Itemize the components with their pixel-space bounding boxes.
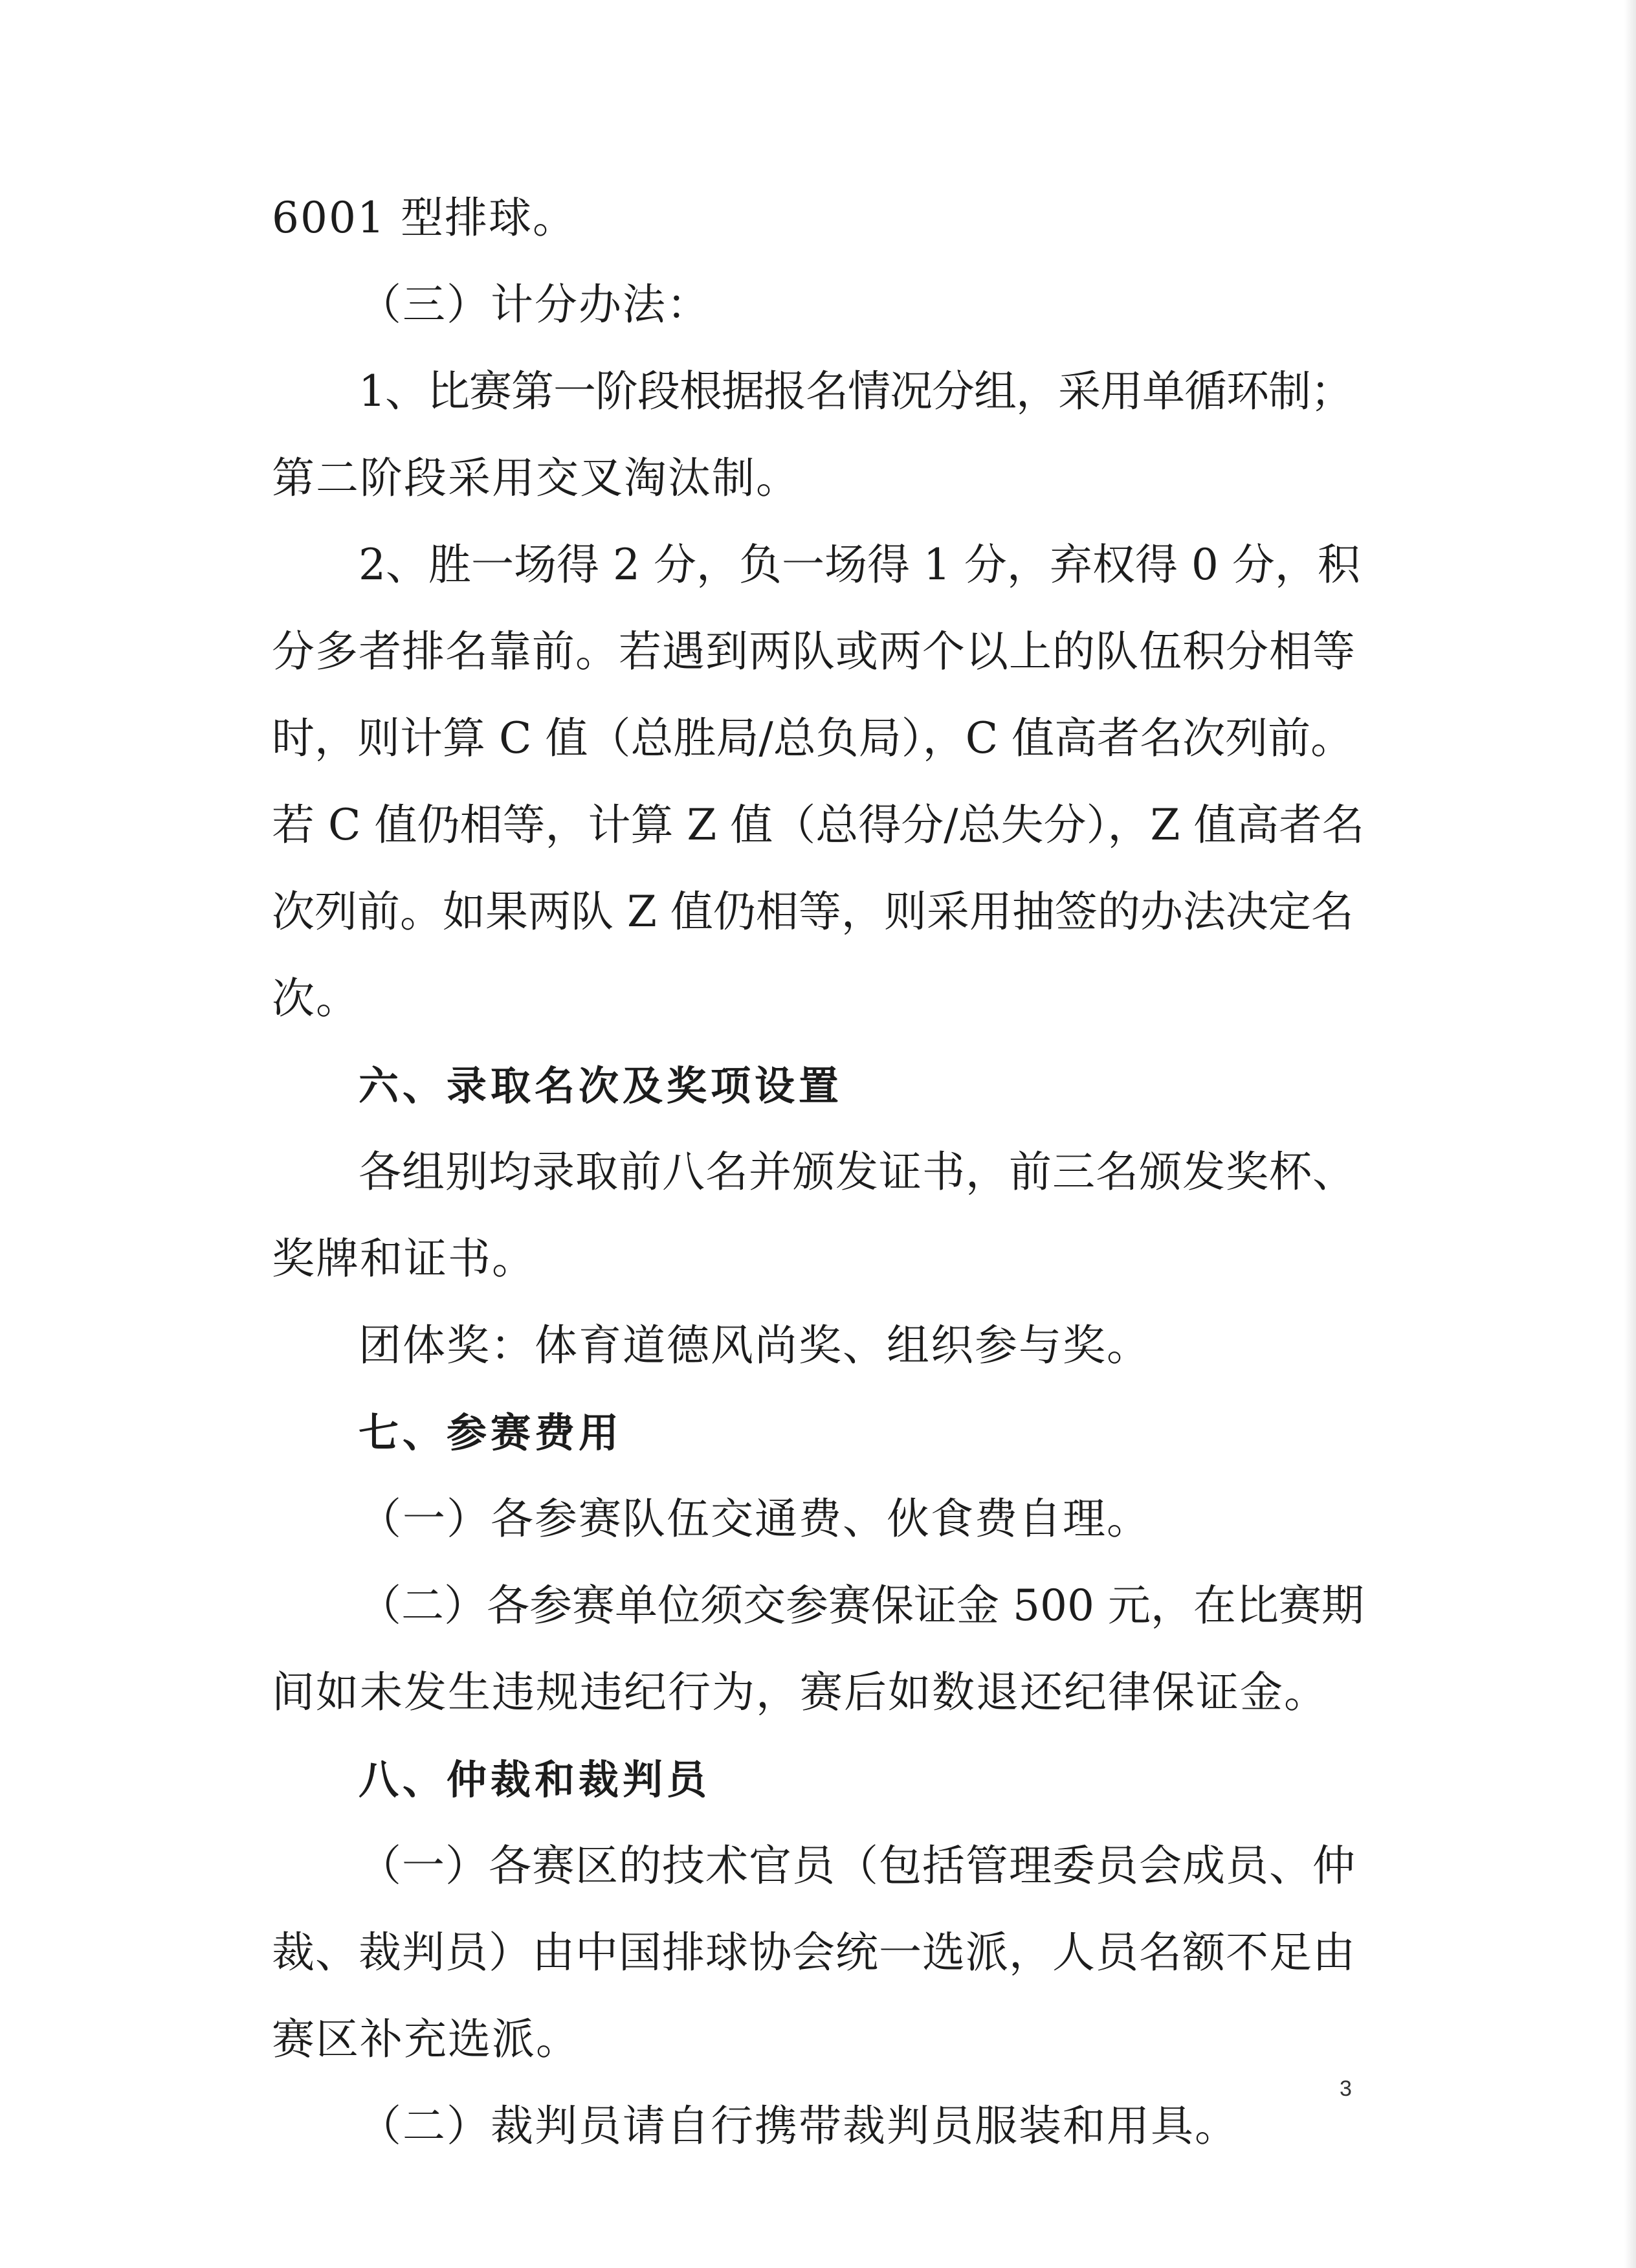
section-heading-text: 六、录取名次及奖项设置 — [359, 1062, 843, 1109]
paragraph-line — [272, 782, 1365, 869]
section-heading-text: 八、仲裁和裁判员 — [359, 1756, 711, 1803]
section-heading — [272, 1389, 1359, 1476]
paragraph-line-text: 团体奖：体育道德风尚奖、组织参与奖。 — [359, 1320, 1151, 1370]
paragraph-line-text: 次。 — [272, 973, 360, 1023]
paragraph-line — [272, 1302, 1359, 1389]
paragraph-line-text: （一）各参赛队伍交通费、伙食费自理。 — [359, 1494, 1151, 1544]
paragraph-line — [272, 1996, 1359, 2083]
paragraph-line-text: 奖牌和证书。 — [272, 1234, 536, 1284]
paragraph-line-text: 间如未发生违规违纪行为，赛后如数退还纪律保证金。 — [272, 1667, 1328, 1717]
paragraph-line — [272, 175, 1359, 261]
paragraph-line — [272, 608, 1359, 695]
paragraph-line — [272, 1562, 1364, 1649]
paragraph-line-text: 各组别均录取前八名并颁发证书，前三名颁发奖杯、 — [359, 1147, 1356, 1197]
paragraph-line — [272, 1129, 1359, 1216]
paragraph-line-text: （二）各参赛单位须交参赛保证金 500 元，在比赛期 — [359, 1581, 1364, 1630]
paragraph-line-text: （一）各赛区的技术官员（包括管理委员会成员、仲 — [359, 1841, 1356, 1891]
paragraph-line-text: 次列前。如果两队 Z 值仍相等，则采用抽签的办法决定名 — [272, 887, 1354, 937]
paragraph-line-text: （二）裁判员请自行携带裁判员服装和用具。 — [359, 2101, 1239, 2151]
paragraph-line-text: 时，则计算 C 值（总胜局/总负局），C 值高者名次列前。 — [272, 713, 1354, 763]
paragraph-line-text: 第二阶段采用交叉淘汰制。 — [272, 453, 800, 503]
paragraph-line-text: 2、胜一场得 2 分，负一场得 1 分，弃权得 0 分，积 — [359, 540, 1360, 590]
page-number: 3 — [1340, 2076, 1352, 2101]
paragraph-line — [272, 261, 1359, 348]
paragraph-line — [272, 1649, 1359, 1736]
paragraph-line — [272, 695, 1359, 782]
paragraph-line-text: 裁、裁判员）由中国排球协会统一选派，人员名额不足由 — [272, 1928, 1356, 1977]
paragraph-line — [272, 348, 1359, 435]
paragraph-line — [272, 869, 1359, 955]
paragraph-line-text: 1、比赛第一阶段根据报名情况分组，采用单循环制； — [359, 366, 1353, 416]
paragraph-line — [272, 1476, 1359, 1562]
paragraph-line-text: 分多者排名靠前。若遇到两队或两个以上的队伍积分相等 — [272, 627, 1356, 676]
paragraph-line — [272, 1216, 1359, 1302]
section-heading — [272, 1042, 1359, 1129]
paragraph-line — [272, 2083, 1359, 2170]
paragraph-line-text: 赛区补充选派。 — [272, 2014, 580, 2064]
section-heading-text: 七、参赛费用 — [359, 1409, 623, 1456]
paragraph-line — [272, 435, 1359, 522]
scan-edge-shadow — [1624, 0, 1636, 2268]
section-heading — [272, 1736, 1359, 1823]
paragraph-line — [272, 1909, 1359, 1996]
document-body — [272, 175, 1365, 2170]
paragraph-line — [272, 522, 1359, 608]
paragraph-line-text: （三）计分办法： — [359, 280, 711, 329]
paragraph-line — [272, 955, 1359, 1042]
paragraph-line-text: 6001 型排球。 — [272, 193, 577, 243]
paragraph-line — [272, 1823, 1359, 1909]
paragraph-line-text: 若 C 值仍相等，计算 Z 值（总得分/总失分），Z 值高者名 — [272, 800, 1365, 850]
